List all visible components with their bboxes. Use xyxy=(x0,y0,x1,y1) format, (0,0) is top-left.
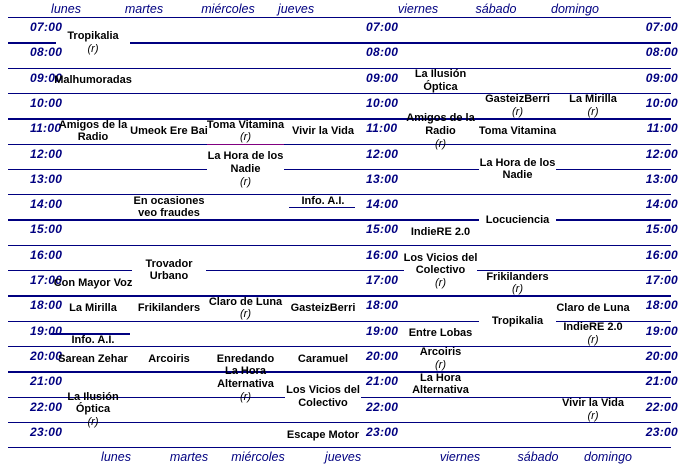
time-label-right: 21:00 xyxy=(645,374,678,389)
program-toma-vitamina[interactable]: Toma Vitamina xyxy=(478,125,557,138)
program-gasteizberri[interactable]: GasteizBerri xyxy=(290,302,356,315)
grid-line xyxy=(8,447,671,448)
program-locuciencia[interactable]: Locuciencia xyxy=(485,213,550,226)
time-label-left: 09:00 xyxy=(30,70,63,85)
time-label-right: 07:00 xyxy=(645,20,678,34)
program-gasteizberri[interactable]: GasteizBerri (r) xyxy=(485,93,550,119)
program-sarean-zehar[interactable]: Sarean Zehar xyxy=(58,352,128,365)
program-indiere-2-0[interactable]: IndieRE 2.0 xyxy=(410,226,471,239)
grid-line xyxy=(556,169,671,170)
time-label-left: 19:00 xyxy=(30,323,63,338)
grid-line xyxy=(8,42,56,43)
program-malhumoradas[interactable]: Malhumoradas xyxy=(54,74,132,87)
time-label-middle: 12:00 xyxy=(366,146,399,161)
time-label-left: 12:00 xyxy=(30,146,63,161)
time-label-right: 15:00 xyxy=(645,222,678,237)
program-amigos-de-la-radio[interactable]: Amigos de la Radio (r) xyxy=(406,112,475,150)
program-frikilanders[interactable]: Frikilanders (r) xyxy=(486,270,549,296)
time-label-left: 20:00 xyxy=(30,348,63,363)
program-indiere-2-0[interactable]: IndieRE 2.0 (r) xyxy=(563,321,623,346)
day-header-sabado: sábado xyxy=(475,2,517,16)
time-label-left: 16:00 xyxy=(30,247,63,262)
time-label-right: 08:00 xyxy=(645,45,678,60)
day-footer-sabado: sábado xyxy=(517,450,559,464)
grid-line xyxy=(130,42,671,43)
time-label-middle: 15:00 xyxy=(366,222,399,237)
time-label-middle: 22:00 xyxy=(366,399,399,414)
day-header-martes: martes xyxy=(124,2,164,16)
time-label-right: 11:00 xyxy=(646,121,678,136)
time-label-left: 17:00 xyxy=(30,273,63,287)
grid-line xyxy=(284,169,479,170)
time-label-right: 09:00 xyxy=(645,70,678,85)
time-label-middle: 16:00 xyxy=(366,247,399,262)
grid-line xyxy=(206,270,404,271)
day-footer-martes: martes xyxy=(169,450,209,464)
day-header-viernes: viernes xyxy=(397,2,439,16)
program-arcoiris[interactable]: Arcoiris (r) xyxy=(419,346,462,372)
program-tropikalia[interactable]: Tropikalia (r) xyxy=(67,30,119,55)
time-label-middle: 07:00 xyxy=(366,20,399,34)
day-footer-domingo: domingo xyxy=(584,450,632,464)
time-label-right: 20:00 xyxy=(645,348,678,363)
time-label-left: 22:00 xyxy=(30,399,63,414)
time-label-left: 15:00 xyxy=(30,222,63,237)
day-footer-lunes: lunes xyxy=(101,450,131,464)
program-trovador-urbano[interactable]: Trovador Urbano xyxy=(145,257,193,283)
program-en-ocasiones-veo-fraudes[interactable]: En ocasiones veo fraudes xyxy=(133,194,205,220)
time-label-middle: 19:00 xyxy=(366,323,399,338)
program-la-hora-alternativa[interactable]: La Hora Alternativa xyxy=(412,371,469,397)
time-label-middle: 21:00 xyxy=(366,374,399,389)
program-enredando[interactable]: Enredando xyxy=(216,352,275,365)
program-claro-de-luna[interactable]: Claro de Luna (r) xyxy=(208,295,283,321)
time-label-middle: 18:00 xyxy=(366,298,399,313)
program-amigos-de-la-radio[interactable]: Amigos de la Radio xyxy=(58,118,128,144)
program-con-mayor-voz[interactable]: Con Mayor Voz xyxy=(53,276,133,289)
program-info-a-i-[interactable]: Info. A.I. xyxy=(301,194,345,207)
day-header-domingo: domingo xyxy=(551,2,599,16)
program-la-mirilla[interactable]: La Mirilla (r) xyxy=(569,93,617,119)
time-label-right: 17:00 xyxy=(645,273,678,287)
program-los-vicios-del-colectivo[interactable]: Los Vicios del Colectivo (r) xyxy=(403,251,478,289)
program-la-ilusion-optica[interactable]: La Ilusión Óptica (r) xyxy=(67,390,119,428)
time-label-right: 12:00 xyxy=(645,146,678,161)
program-umeok-ere-bai[interactable]: Umeok Ere Bai xyxy=(130,125,208,138)
time-label-middle: 17:00 xyxy=(366,273,399,287)
time-label-middle: 13:00 xyxy=(366,171,399,186)
program-vivir-la-vida[interactable]: Vivir la Vida (r) xyxy=(562,397,624,422)
program-arcoiris[interactable]: Arcoiris xyxy=(148,352,190,365)
time-label-right: 14:00 xyxy=(645,197,678,212)
day-header-jueves: jueves xyxy=(277,2,315,16)
day-footer-miercoles: miércoles xyxy=(231,450,285,464)
time-label-left: 13:00 xyxy=(30,171,63,186)
program-entre-lobas[interactable]: Entre Lobas xyxy=(408,327,473,340)
time-label-left: 23:00 xyxy=(30,424,63,439)
time-label-right: 19:00 xyxy=(645,323,678,338)
program-caramuel[interactable]: Caramuel xyxy=(297,352,349,365)
time-label-middle: 09:00 xyxy=(366,70,399,85)
program-vivir-la-vida[interactable]: Vivir la Vida xyxy=(292,125,354,138)
time-label-middle: 10:00 xyxy=(366,95,399,110)
time-label-left: 18:00 xyxy=(30,298,63,313)
program-la-hora-alternativa[interactable]: La Hora Alternativa (r) xyxy=(217,365,274,403)
program-la-hora-de-los-nadie[interactable]: La Hora de los Nadie xyxy=(479,156,556,182)
time-label-right: 23:00 xyxy=(645,424,678,439)
program-escape-motor[interactable]: Escape Motor xyxy=(286,428,360,441)
time-label-left: 11:00 xyxy=(30,121,62,136)
day-header-lunes: lunes xyxy=(51,2,81,16)
program-claro-de-luna[interactable]: Claro de Luna xyxy=(556,302,630,315)
time-label-left: 21:00 xyxy=(30,374,63,389)
time-label-middle: 11:00 xyxy=(366,121,398,136)
time-label-right: 18:00 xyxy=(645,298,678,313)
program-tropikalia[interactable]: Tropikalia xyxy=(491,314,544,327)
time-label-right: 22:00 xyxy=(645,399,678,414)
program-frikilanders[interactable]: Frikilanders xyxy=(137,302,201,315)
time-label-middle: 08:00 xyxy=(366,45,399,60)
program-los-vicios-del-colectivo[interactable]: Los Vicios del Colectivo xyxy=(286,384,360,409)
time-label-middle: 20:00 xyxy=(366,348,399,363)
time-label-left: 08:00 xyxy=(30,45,63,60)
program-la-ilusion-optica[interactable]: La Ilusión Óptica xyxy=(414,68,467,93)
time-label-right: 10:00 xyxy=(645,95,678,110)
day-footer-jueves: jueves xyxy=(324,450,362,464)
day-header-miercoles: miércoles xyxy=(201,2,255,16)
time-label-middle: 14:00 xyxy=(366,197,399,212)
program-toma-vitamina[interactable]: Toma Vitamina (r) xyxy=(206,118,285,144)
day-footer-viernes: viernes xyxy=(439,450,481,464)
program-info-a-i-[interactable]: Info. A.I. xyxy=(71,333,115,346)
time-label-right: 16:00 xyxy=(645,247,678,262)
time-label-middle: 23:00 xyxy=(366,424,399,439)
grid-line xyxy=(8,245,671,246)
time-label-right: 13:00 xyxy=(645,171,678,186)
time-label-left: 10:00 xyxy=(30,95,63,110)
time-label-left: 07:00 xyxy=(30,20,63,34)
program-la-hora-de-los-nadie[interactable]: La Hora de los Nadie (r) xyxy=(207,150,284,188)
grid-line xyxy=(8,169,207,170)
time-label-left: 14:00 xyxy=(30,197,63,212)
program-la-mirilla[interactable]: La Mirilla xyxy=(69,302,117,315)
grid-line xyxy=(556,219,671,220)
